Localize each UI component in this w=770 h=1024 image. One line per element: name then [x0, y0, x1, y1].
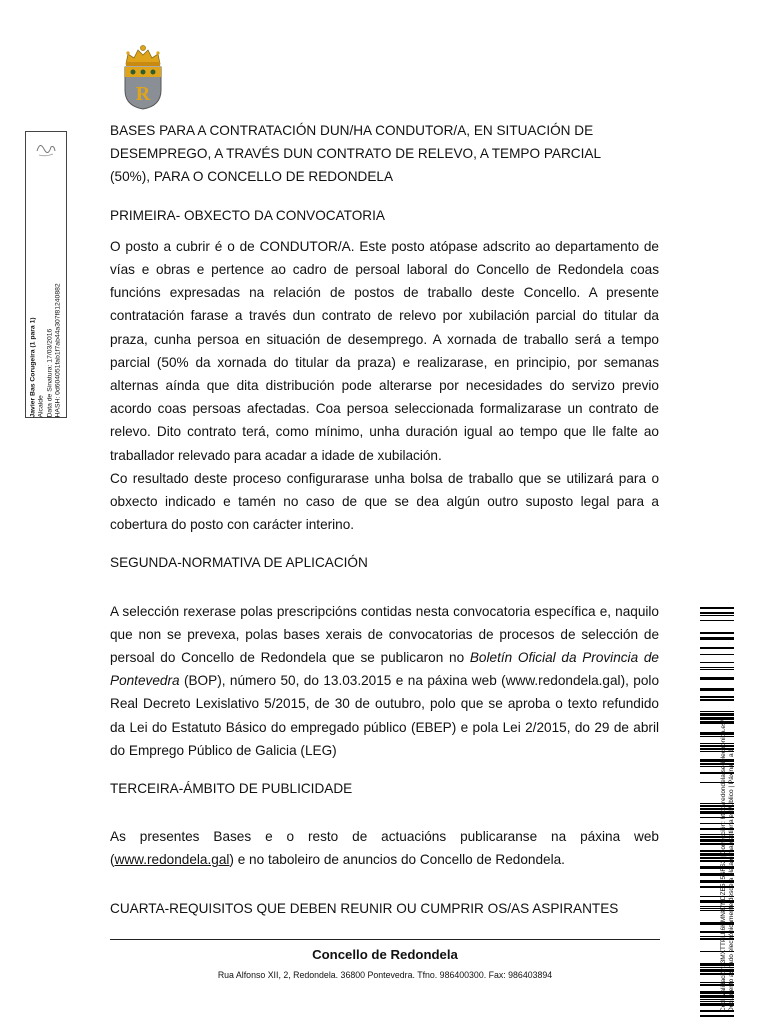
title-line: BASES PARA A CONTRATACIÓN DUN/HA CONDUTOR/A, EN SITUACIÓN DE — [110, 123, 594, 138]
signer-role: Alcalde — [37, 395, 45, 418]
verification-line-2: Documento asinado electrónicamente desde a plataforma xestiona esPublico | Páxina 1 a 9 — [728, 747, 735, 1012]
signature-hash: HASH: 0d604051fab1f7ab44a307f81240882 — [54, 283, 62, 418]
title-line: DESEMPREGO, A TRAVÉS DUN CONTRATO DE RELEVO, A TEMPO PARCIAL — [110, 146, 602, 162]
coat-of-arms-icon — [120, 44, 166, 110]
paragraph-text: A selección rexerase polas prescripcións contidas nesta convocatoria específica e, naquilo que non se prevexa, polas bases xerais de convocatorias de procesos de selección de persoal do Concello de Redondela que se publicaron no — [110, 603, 659, 666]
website-link[interactable]: www.redondela.gal — [114, 852, 230, 868]
section-heading-primeira: PRIMEIRA- OBXECTO DA CONVOCATORIA — [110, 207, 385, 223]
section-heading-segunda: SEGUNDA-NORMATIVA DE APLICACIÓN — [110, 555, 368, 571]
bop-name: Boletín Oficial da Provincia de Pontevedra — [110, 650, 659, 689]
paragraph-text: ) e no taboleiro de anuncios do Concello de Redondela. — [229, 852, 565, 868]
footer-divider — [110, 939, 660, 940]
paragraph-primeira-1: O posto a cubrir é o de CONDUTOR/A. Este posto atópase adscrito ao departamento de vías e obras e pertence ao cadro de persoal laboral do Concello de Redondela coas funcións expresadas na relación de postos de traballo deste Concello. A presente contratación farase a través dun contrato de relevo por xubilación parcial do titular da praza, cunha persoa en situación de desemprego. A xornada de traballo será a tempo parcial (50% da xornada do titular da praza) e realizarase, en principio, por semanas alternas aínda que dita distribución pode alterarse por necesidades do servizo previo acordo coas persoas afectadas. Coa persoa seleccionada formalizarase un contrato de relevo. Dito contrato terá, como mínimo, unha duración igual ao tempo que lle falte ao traballador relevado para acadar a idade de xubilación. — [110, 238, 659, 463]
paragraph-terceira — [110, 825, 659, 871]
signature-panel — [25, 131, 67, 418]
section-heading-cuarta: CUARTA-REQUISITOS QUE DEBEN REUNIR OU CUMPRIR OS/AS ASPIRANTES — [110, 900, 619, 916]
document-title — [110, 119, 659, 189]
svg-text:R: R — [135, 83, 151, 105]
verification-text — [720, 612, 744, 1012]
signer-name: Javier Bas Corugeira (1 para 1) — [29, 317, 37, 418]
footer-address: Rua Alfonso XII, 2, Redondela. 36800 Pontevedra. Tfno. 986400300. Fax: 986403894 — [217, 970, 553, 980]
signature-details — [30, 133, 66, 418]
signature-date: Data de Sinatura: 17/03/2016 — [46, 328, 54, 418]
footer-organization: Concello de Redondela — [312, 947, 458, 962]
title-line: (50%), PARA O CONCELLO DE REDONDELA — [110, 169, 394, 185]
paragraph-text: As presentes Bases e o resto de actuacións publicaranse na páxina web ( — [110, 829, 659, 868]
paragraph-primeira-2: Co resultado deste proceso configurarase unha bolsa de traballo que se utilizará para o obxecto indicado e tamén no caso de que se dea algún outro suposto legal para a cobertura do posto con carácter interino. — [110, 470, 659, 533]
section-heading-terceira: TERCEIRA-ÁMBITO DE PUBLICIDADE — [110, 781, 353, 797]
paragraph-segunda — [110, 600, 659, 762]
verification-line-1: Cod. Validación: 3MXTTPLL6HMN87NDZE5F5SFS2 | Corrección: http://redondela.sedelectronica.es/ — [720, 719, 727, 1012]
paragraph-text: (BOP), número 50, do 13.03.2015 e na páxina web (www.redondela.gal), polo Real Decreto Lexislativo 5/2015, de 30 de outubro, polo que se aproba o texto refundido da Lei do Estatuto Básico do empregado público (EBEP) e pola Lei 2/2015, do 29 de abril do Emprego Público de Galicia (LEG) — [110, 673, 659, 758]
document-body — [110, 119, 659, 920]
